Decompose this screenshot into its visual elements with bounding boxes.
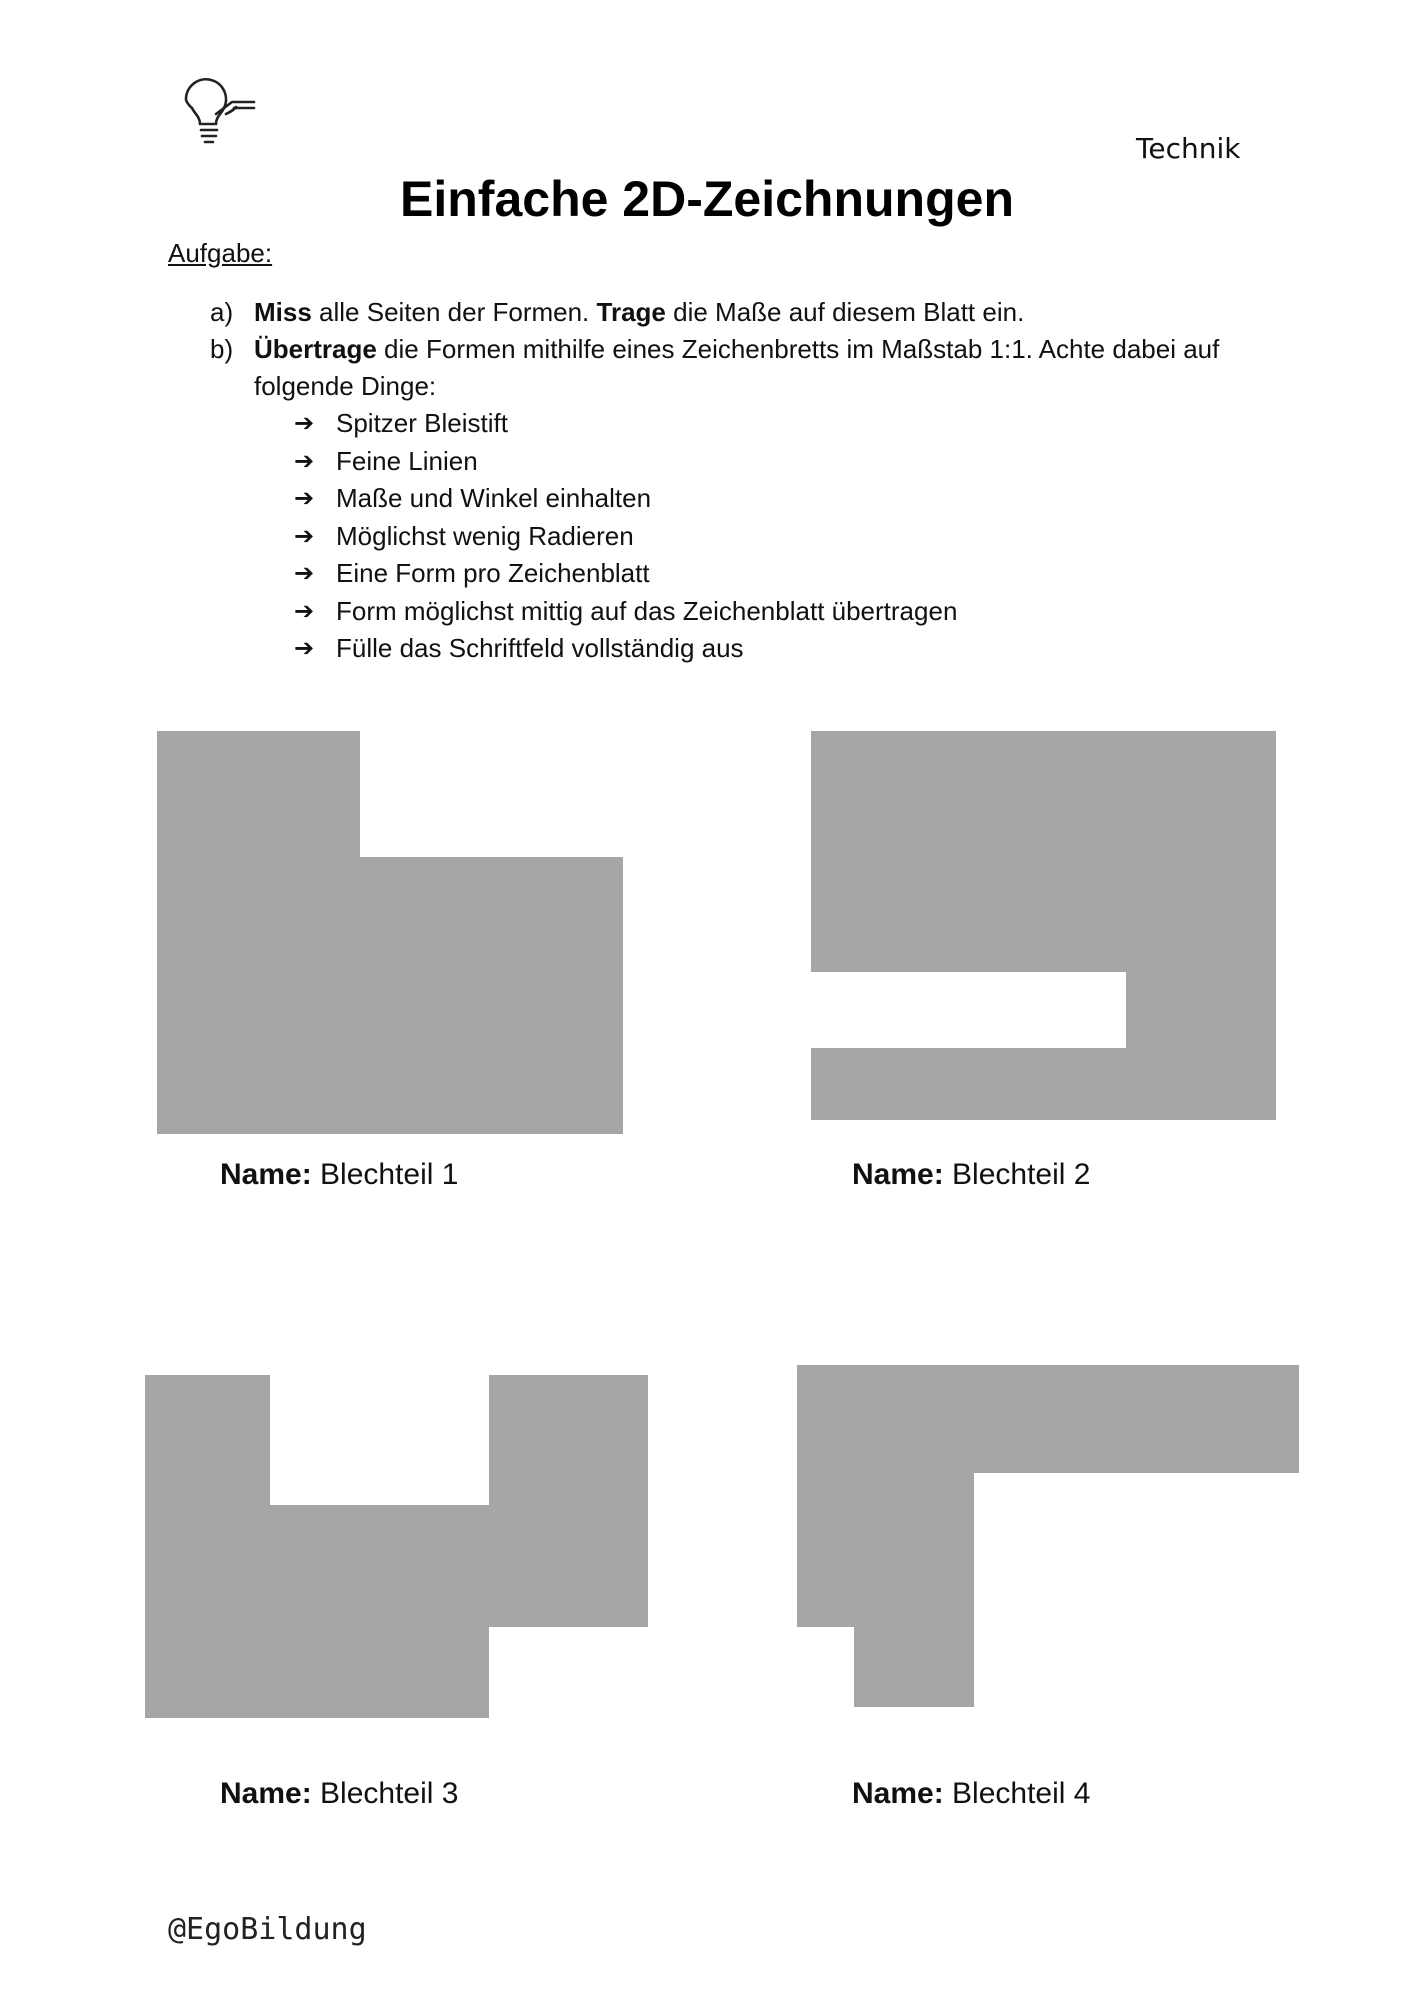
checklist-text: Fülle das Schriftfeld vollständig aus <box>336 633 744 664</box>
sheet-part-2-caption <box>852 1158 1090 1192</box>
task-text <box>254 331 1260 405</box>
task-text-part: die Formen mithilfe eines Zeichenbretts im Maßstab 1:1. Achte dabei auf folgende Dinge: <box>254 334 1220 401</box>
checklist-text: Eine Form pro Zeichenblatt <box>336 558 650 589</box>
caption-label: Name: <box>220 1158 312 1191</box>
task-item-a <box>210 294 1260 331</box>
checklist-text: Spitzer Bleistift <box>336 408 508 439</box>
task-item-b <box>210 331 1260 405</box>
task-text <box>254 294 1260 331</box>
subject-label: Technik <box>1136 132 1241 165</box>
task-letter: b) <box>210 334 234 364</box>
task-letter: a) <box>210 297 234 327</box>
checklist-item <box>294 443 1260 481</box>
checklist-text: Feine Linien <box>336 445 478 476</box>
checklist <box>294 405 1260 668</box>
task-verb: Miss <box>254 297 312 327</box>
checklist-text: Möglichst wenig Radieren <box>336 520 634 551</box>
page-title: Einfache 2D-Zeichnungen <box>400 171 1014 227</box>
caption-label: Name: <box>220 1777 312 1810</box>
arrow-right-icon: ➔ <box>294 521 315 550</box>
checklist-item <box>294 518 1260 556</box>
task-heading: Aufgabe: <box>168 238 273 268</box>
arrow-right-icon: ➔ <box>294 484 315 513</box>
checklist-item <box>294 555 1260 593</box>
caption-value: Blechteil 1 <box>320 1158 459 1191</box>
footer-credit: @EgoBildung <box>168 1912 367 1947</box>
checklist-item <box>294 480 1260 518</box>
sheet-part-3-caption <box>220 1777 458 1811</box>
sheet-part-1-shape <box>157 731 624 1135</box>
checklist-item <box>294 405 1260 443</box>
arrow-right-icon: ➔ <box>294 409 315 438</box>
sheet-part-3-shape <box>145 1375 649 1719</box>
caption-value: Blechteil 4 <box>952 1777 1091 1810</box>
sheet-part-4-shape <box>797 1365 1300 1708</box>
sheet-part-1-caption <box>220 1158 458 1192</box>
arrow-right-icon: ➔ <box>294 596 315 625</box>
caption-label: Name: <box>852 1158 944 1191</box>
checklist-item <box>294 630 1260 668</box>
caption-value: Blechteil 2 <box>952 1158 1091 1191</box>
task-verb: Trage <box>596 297 666 327</box>
sheet-part-2-shape <box>811 731 1277 1121</box>
task-text-part: alle Seiten der Formen. <box>311 297 597 327</box>
arrow-right-icon: ➔ <box>294 446 315 475</box>
caption-label: Name: <box>852 1777 944 1810</box>
caption-value: Blechteil 3 <box>320 1777 459 1810</box>
checklist-text: Form möglichst mittig auf das Zeichenblatt übertragen <box>336 595 958 626</box>
checklist-text: Maße und Winkel einhalten <box>336 483 652 514</box>
sheet-part-4-caption <box>852 1777 1090 1811</box>
task-text-part: die Maße auf diesem Blatt ein. <box>665 297 1025 327</box>
lightbulb-hand-icon <box>174 70 264 160</box>
arrow-right-icon: ➔ <box>294 559 315 588</box>
task-verb: Übertrage <box>254 334 377 364</box>
arrow-right-icon: ➔ <box>294 634 315 663</box>
checklist-item <box>294 593 1260 631</box>
task-list <box>210 294 1260 668</box>
